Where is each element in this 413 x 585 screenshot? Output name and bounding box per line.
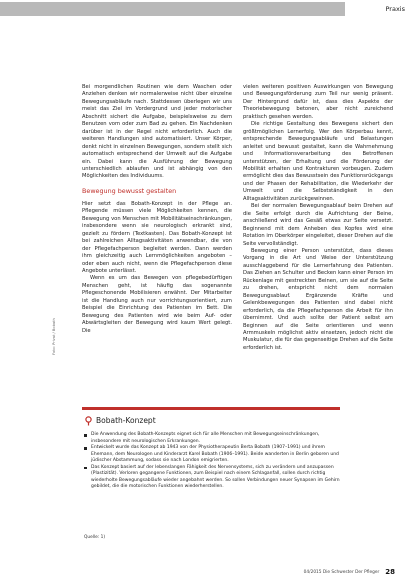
left-column xyxy=(82,84,232,335)
bullet-icon xyxy=(84,467,87,470)
photo-credit: Foto: Privat / Bobath xyxy=(52,318,56,355)
infobox-rule xyxy=(82,407,340,410)
left-paragraph-1: Bei morgendlichen Routinen wie dem Waschen oder Anziehen denken wir normalerweise nicht über einzelne Bewegungsabläufe nach. Stattdessen überlegen wir uns meist das Ziel im Vordergrund und jeder motorischer Abschnitt sichert die Aufgabe, beispielsweise zu dem Benutzen vom oder zum Bad zu gehen. Ein Nachdenken darüber ist in der Regel nicht erforderlich. Auch die weiteren Handlungen sind automatisiert. Unser Körper, denkt nicht in einzelnen Bewegungen, sondern stellt sich automatisch entsprechend der Umwelt auf die Aufgabe ein. Dabei kann die Ausführung der Bewegung unterschiedlich ablaufen und ist abhängig von den Möglichkeiten des Individuums. xyxy=(82,84,232,180)
section-label: Praxis xyxy=(385,5,405,13)
left-paragraph-2: Hier setzt das Bobath-Konzept in der Pflege an. Pflegende müssen viele Möglichkeiten kennen, die Bewegung von Menschen mit Mobilitätseinschränkungen, insbesondere wenn sie neurologisch erkrankt sind, gezielt zu fördern (Textkasten). Das Bobath-Konzept ist bei zahlreichen Alltagsaktivitäten anwendbar, die von der Pflegefachperson begleitet werden. Dann werden ihm gleichzeitig auch Lernmöglichkeiten angeboten – oder eben auch nicht, wenn die Pflegefachperson diese Angebote unterlässt. xyxy=(82,200,232,274)
right-paragraph-4: Bewegung einer Person unterstützt, dass dieses Vorgang in die Art und Weise der Unterstützung ausschlaggebend für die Lernerfahrung des Patienten. Das Ziehen an Schulter und Becken kann einer Person im Rückenlage mit gestreckten Beinen, um sie auf die Seite zu drehen, entspricht nicht dem normalen Bewegungsablauf. Ergänzende Kräfte und Gelenkbewegungen des Patienten sind dabei nicht erforderlich, da die Pflegefachperson die Arbeit für ihn übernimmt. Und auch sollte der Patient selbst am Beginnen auf die Seite orientieren und wenn Armmuskeln möglichst aktiv einsetzen, jedoch nicht die Muskulatur, die für das gegenseitige Drehen auf die Seite erforderlich ist. xyxy=(243,247,393,351)
infobox-body xyxy=(84,432,346,491)
bullet-icon xyxy=(84,447,87,450)
page-number: 28 xyxy=(385,568,395,576)
infobox-item: Das Konzept basiert auf der lebenslangen Fähigkeit des Nervensystems, sich zu verändern und anzupassen (Plastizität). Verloren gegangene Funktionen, zum Beispiel nach einem Schlaganfall, sollen durch richtig wiederholte Bewegungsabläufe wieder angebahnt werden. So sollen Verbindungen neuer Synapsen im Gehirn gebildet, die die motorischen Funktionen wiederherstellen. xyxy=(84,465,346,491)
journal-name: 04/2015 Die Schwester Der Pfleger xyxy=(303,569,380,575)
bullet-icon xyxy=(84,434,87,437)
right-column xyxy=(243,84,393,352)
header-bar xyxy=(0,2,345,16)
right-paragraph-3: Bei der normalen Bewegungsablauf beim Drehen auf die Seite erfolgt durch die Aufrichtung der Beine, anschließend wird das Gesäß etwas zur Seite versetzt. Beginnend mit dem Anheben des Kopfes wird eine Rotation im Oberkörper eingeleitet, dieser Drehen auf die Seite vervollständigt. xyxy=(243,203,393,247)
infobox-title xyxy=(84,416,156,426)
page-header xyxy=(0,0,413,18)
infobox-item: Entwickelt wurde das Konzept ab 1943 von der Physiotherapeutin Berta Bobath (1907–1991) und ihrem Ehemann, dem Neurologen und Kinderarzt Karel Bobath (1906–1991). Beide wanderten in Berlin geboren und jüdischer Abstammung, sodass sie nach London emigrierten. xyxy=(84,445,346,465)
infobox-title-text: Bobath-Konzept xyxy=(96,416,156,425)
left-paragraph-3: Wenn es um das Bewegen von pflegebedürftigen Menschen geht, ist häufig das sogenannte Pflegeschonende Mobilisieren erwähnt. Der Mitarbeiter ist die Handlung auch nur vorrichtungsorientiert, zum Beispiel die Einrichtung des Patienten im Bett. Die Bewegung des Patienten wird wie beim Auf- oder Abwärtsgleiten der Bewegung wird kaum Wert gelegt. Die xyxy=(82,275,232,334)
infobox-source: Quelle: 1) xyxy=(84,535,106,540)
page-footer xyxy=(300,568,395,576)
pin-icon xyxy=(84,416,93,426)
right-paragraph-2: Die richtige Gestaltung des Bewegens sichert den größtmöglichen Lernerfolg. Wer den Körperbau kennt, entsprechende Bewegungsabläufe und Belastungen anleitet und bewusst gestaltet, kann die Wahrnehmung und Informationsverarbeitung des Betroffenen unterstützen, der Erhaltung und die Förderung der Mobilität erhalten und Kontrakturen vorbeugen. Zudem ermöglicht dies das Bewusstsein des Funktionsrückgangs und der Phasen der Rehabilitation, die Wiederkehr der Umwelt und die Selbstständigkeit in den Alltagsaktivitäten zurückgewinnen. xyxy=(243,121,393,202)
right-paragraph-1: vielen weiteren positiven Auswirkungen von Bewegung und Bewegungsförderung zum Teil nur wenig präsent. Der Hintergrund dafür ist, dass dies Aspekte der Theoriebewegung betonen, aber nicht zureichend praktisch gesehen werden. xyxy=(243,84,393,120)
section-heading: Bewegung bewusst gestalten xyxy=(82,186,177,195)
infobox-item: Die Anwendung des Bobath-Konzepts eignet sich für alle Menschen mit Bewegungseinschränkungen, insbesondere mit neurologischen Erkrankungen. xyxy=(84,432,346,445)
